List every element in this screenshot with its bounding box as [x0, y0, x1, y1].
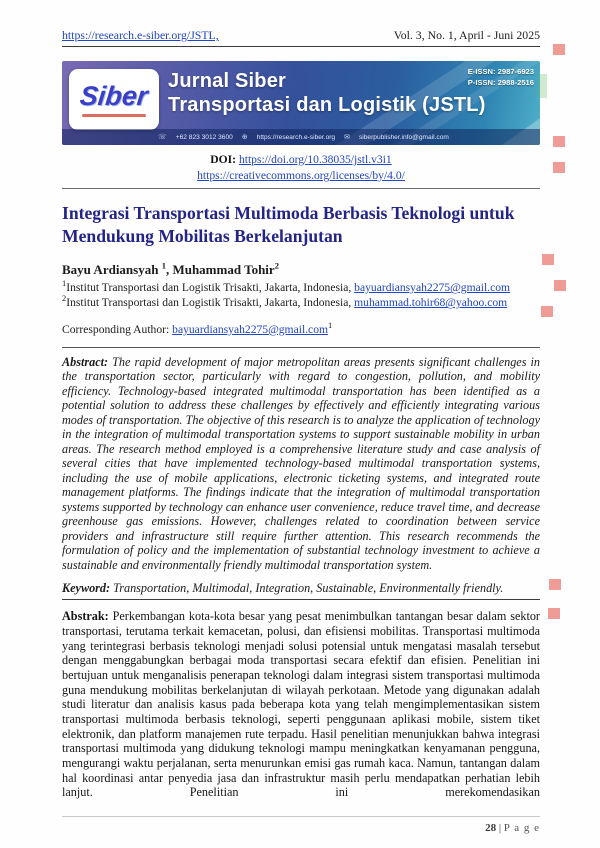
page-separator: |	[498, 822, 502, 834]
author-sup: 2	[274, 260, 279, 271]
article-title-line1: Integrasi Transportasi Multimoda Berbasis Teknologi untuk	[62, 203, 515, 224]
author-separator: ,	[165, 262, 173, 278]
journal-title-line1: Jurnal Siber	[168, 70, 286, 92]
journal-url-link[interactable]: https://research.e-siber.org/JSTL,	[62, 28, 219, 42]
license-link[interactable]: https://creativecommons.org/licenses/by/4.0/	[197, 169, 405, 183]
author-line	[62, 262, 540, 278]
journal-title-line2: Transportasi dan Logistik (JSTL)	[168, 93, 486, 116]
page-number: 28	[485, 822, 497, 834]
affiliation-line	[62, 280, 540, 295]
affiliation-text: Institut Transportasi dan Logistik Trisakti, Jakarta, Indonesia,	[66, 296, 355, 310]
annotation-mark	[553, 162, 565, 173]
annotation-mark	[548, 608, 560, 619]
affiliation-email-link[interactable]: bayuardiansyah2275@gmail.com	[354, 281, 511, 295]
doi-block	[62, 152, 540, 184]
affiliation-text: Institut Transportasi dan Logistik Trisakti, Jakarta, Indonesia,	[66, 281, 355, 295]
contact-phone: +62 823 3012 3600	[175, 133, 233, 141]
issn-block	[468, 67, 534, 88]
annotation-mark	[541, 306, 553, 317]
corresponding-author-line	[62, 319, 540, 336]
contact-email: siberpublisher.info@gmail.com	[358, 133, 449, 141]
eissn: E-ISSN: 2987-6923	[467, 67, 534, 76]
annotation-mark	[542, 254, 554, 265]
annotation-mark	[553, 136, 565, 147]
doi-line	[62, 152, 540, 168]
keyword-label: Keyword:	[62, 581, 111, 596]
pissn: P-ISSN: 2988-2516	[467, 77, 534, 87]
affiliation-email-link[interactable]: muhammad.tohir68@yahoo.com	[354, 296, 508, 310]
page-word: P a g e	[503, 822, 540, 834]
abstract-text: The rapid development of major metropolitan areas presents significant challenges in the transportation sector, particularly with regard to congestion, pollution, and mobility efficiency. Technology-based integrated multimodal transportation has been identified as a potential solution to address these challenges by effectively and efficiently integrating various modes of transportation. The objective of this research is to analyze the application of technology in the integration of multimodal transportation systems to support sustainable mobility in urban areas. The research method employed is a comprehensive literature study and case analysis of several cities that have implemented technology-based multimodal transportation systems, including the use of mobile applications, electronic ticketing systems, and integrated route management platforms. The findings indicate that the integration of multimodal transportation systems supported by technology can enhance user convenience, reduce travel time, and decrease greenhouse gas emissions. However, challenges related to coordination between service providers and infrastructure still require further attention. This research recommends the formulation of policy and the implementation of substantial technology investment to achieve a sustainable and environmentally friendly multimodal transportation system.	[62, 354, 540, 572]
affiliation-sup: 2	[62, 293, 67, 304]
corresponding-email-link[interactable]: bayuardiansyah2275@gmail.com	[172, 322, 329, 336]
journal-title	[168, 70, 486, 117]
page-header	[62, 28, 540, 43]
abstract-label: Abstract:	[62, 354, 109, 369]
keyword-text: Transportation, Multimodal, Integration, Sustainable, Environmentally friendly.	[110, 581, 504, 596]
doi-link[interactable]: https://doi.org/10.38035/jstl.v3i1	[238, 153, 392, 166]
article-title-line2: Mendukung Mobilitas Berkelanjutan	[62, 226, 343, 247]
keyword-line	[62, 581, 540, 600]
corresponding-label: Corresponding Author:	[62, 322, 173, 336]
annotation-mark	[553, 44, 565, 55]
header-divider	[62, 46, 540, 47]
page-footer	[62, 816, 540, 834]
mail-icon: ✉	[344, 134, 350, 141]
siber-logo-text: Siber	[78, 80, 150, 111]
annotation-mark	[549, 579, 561, 590]
abstrak-label: Abstrak:	[62, 609, 109, 624]
issue-info: Vol. 3, No. 1, April - Juni 2025	[393, 28, 540, 42]
annotation-mark	[554, 280, 566, 291]
affiliations	[62, 280, 540, 311]
author-name: Bayu Ardiansyah	[62, 262, 162, 278]
journal-banner	[62, 61, 540, 145]
globe-icon: ⊕	[241, 134, 248, 141]
siber-logo	[69, 69, 159, 130]
affiliation-sup: 1	[62, 278, 67, 289]
abstract-top-divider	[62, 347, 540, 348]
doi-label: DOI:	[210, 153, 239, 166]
abstrak-text: Perkembangan kota-kota besar yang pesat menimbulkan tantangan besar dalam sektor transportasi, terutama terkait kemacetan, polusi, dan efisiensi mobilitas. Transportasi multimoda yang terintegrasi berbasis teknologi menjadi solusi potensial untuk mengatasi masalah tersebut dengan menggabungkan berbagai moda transportasi secara efektif dan efisien. Penelitian ini bertujuan untuk menganalisis penerapan teknologi dalam integrasi sistem transportasi multimoda guna mendukung mobilitas berkelanjutan di wilayah perkotaan. Metode yang digunakan adalah studi literatur dan analisis kasus pada beberapa kota yang telah mengimplementasikan sistem transportasi multimoda berbasis teknologi, seperti penggunaan aplikasi mobile, sistem tiket elektronik, dan platform manajemen rute terpadu. Hasil penelitian menunjukkan bahwa integrasi transportasi multimoda yang didukung teknologi mampu meningkatkan kenyamanan pengguna, mengurangi waktu perjalanan, serta menurunkan emisi gas rumah kaca. Namun, tantangan dalam hal koordinasi antar penyedia jasa dan infrastruktur masih perlu mendapatkan perhatian lebih lanjut. Penelitian ini merekomendasikan	[62, 609, 540, 800]
corresponding-sup: 1	[328, 319, 333, 330]
banner-contact-bar	[62, 129, 540, 145]
affiliation-line	[62, 295, 540, 310]
license-line	[62, 168, 540, 184]
abstrak-paragraph	[62, 609, 540, 799]
abstract-paragraph	[62, 355, 540, 573]
contact-website: https://research.e-siber.org	[256, 133, 336, 141]
phone-icon: ☏	[158, 134, 167, 141]
doi-divider	[62, 188, 540, 189]
siber-logo-tagline	[82, 114, 146, 117]
article-title	[62, 202, 540, 248]
author-sup: 1	[161, 260, 166, 271]
author-name: Muhammad Tohir	[172, 262, 275, 278]
annotation-mark	[538, 74, 547, 98]
